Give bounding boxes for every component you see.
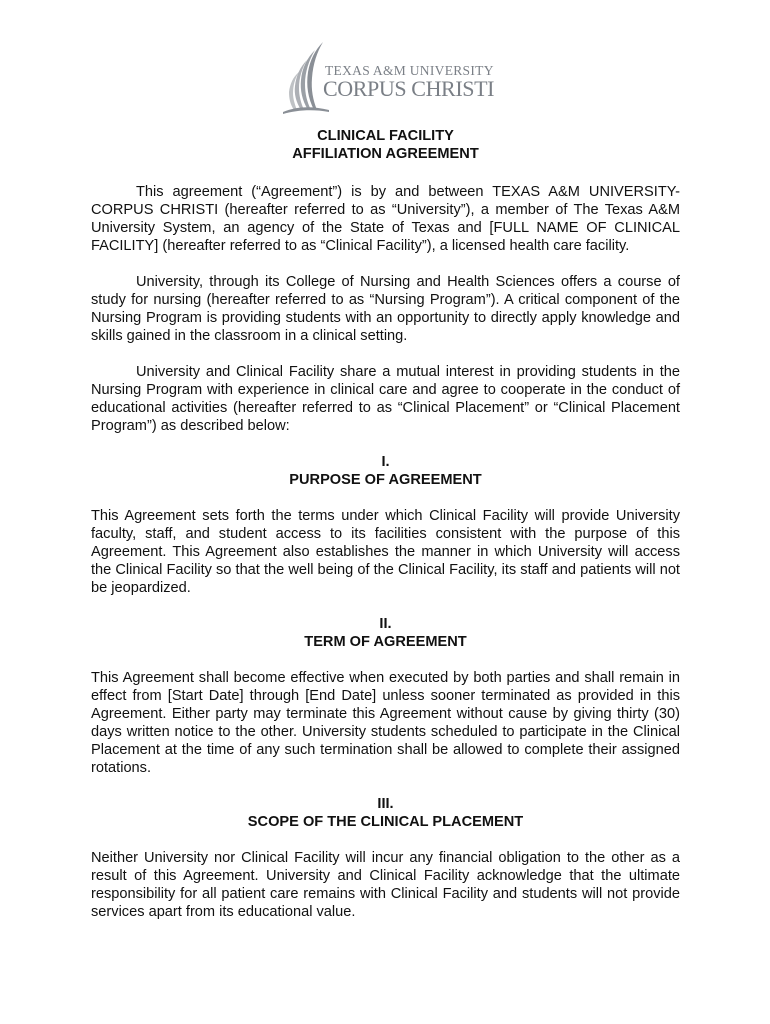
document-title-line1: CLINICAL FACILITY xyxy=(317,128,454,144)
section-paragraph: Neither University nor Clinical Facility will incur any financial obligation to the other as a result of this Agreement. University and Clinical Facility acknowledge that the ultimate responsibility for all patient care remains with Clinical Facility and students will not provide services apart from its educational value. xyxy=(91,850,680,920)
logo-text-university: TEXAS A&M UNIVERSITY xyxy=(325,63,494,78)
section-heading: TERM OF AGREEMENT xyxy=(304,634,467,650)
section-number: I. xyxy=(381,454,390,470)
university-logo xyxy=(283,40,495,116)
intro-paragraph: University and Clinical Facility share a mutual interest in providing students in the Nursing Program with experience in clinical care and agree to cooperate in the conduct of educational activities (hereafter referred to as “Clinical Placement” or “Clinical Placement Program”) as described below: xyxy=(91,364,680,434)
section-number: III. xyxy=(377,796,394,812)
section-paragraph: This Agreement shall become effective when executed by both parties and shall remain in effect from [Start Date] through [End Date] unless sooner terminated as provided in this Agreement. Either party may terminate this Agreement without cause by giving thirty (30) days written notice to the other. University students scheduled to participate in the Clinical Placement at the time of any such termination shall be allowed to complete their assigned rotations. xyxy=(91,670,680,776)
section-paragraph: This Agreement sets forth the terms under which Clinical Facility will provide University faculty, staff, and student access to its facilities consistent with the purpose of this Agreement. This Agreement also establishes the manner in which University will access the Clinical Facility so that the well being of the Clinical Facility, its staff and patients will not be jeopardized. xyxy=(91,508,680,596)
intro-paragraph: University, through its College of Nursing and Health Sciences offers a course of study for nursing (hereafter referred to as “Nursing Program”). A critical component of the Nursing Program is providing students with an opportunity to directly apply knowledge and skills gained in the classroom in a clinical setting. xyxy=(91,274,680,344)
section-heading: SCOPE OF THE CLINICAL PLACEMENT xyxy=(247,814,524,830)
logo-text-campus: CORPUS CHRISTI xyxy=(323,76,495,101)
agreement-body xyxy=(91,127,680,921)
section-heading: PURPOSE OF AGREEMENT xyxy=(289,472,482,488)
intro-paragraph: This agreement (“Agreement”) is by and between TEXAS A&M UNIVERSITY-CORPUS CHRISTI (hereafter referred to as “University”), a member of The Texas A&M University System, an agency of the State of Texas and [FULL NAME OF CLINICAL FACILITY] (hereafter referred to as “Clinical Facility”), a licensed health care facility. xyxy=(91,184,680,254)
section-number: II. xyxy=(379,616,392,632)
document-title-line2: AFFILIATION AGREEMENT xyxy=(292,146,479,162)
